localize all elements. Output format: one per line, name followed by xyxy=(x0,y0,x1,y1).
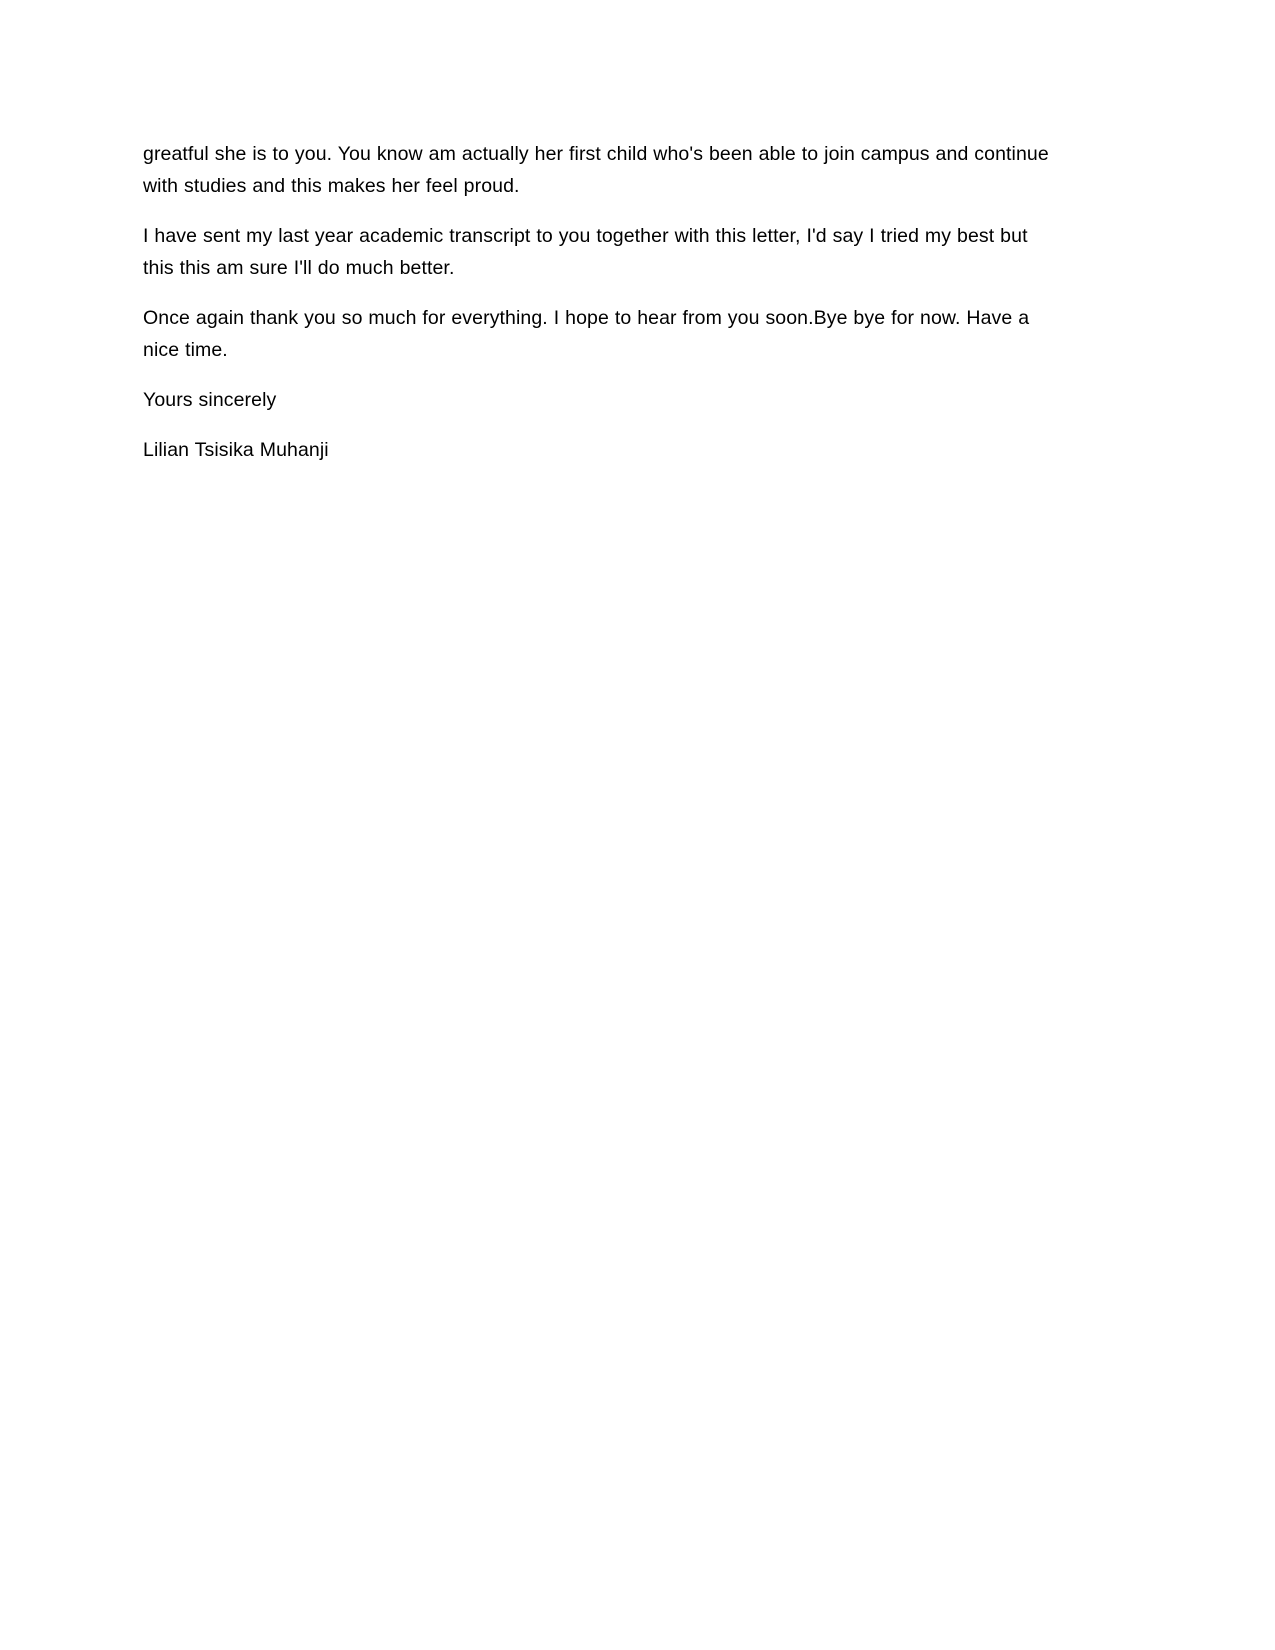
letter-body xyxy=(143,138,1063,466)
closing-line: Yours sincerely xyxy=(143,389,277,411)
paragraph-2: I have sent my last year academic transcript to you together with this letter, I'd say I tried my best but this this am sure I'll do much better. xyxy=(143,225,1028,279)
paragraph-1: greatful she is to you. You know am actually her first child who's been able to join campus and continue with studies and this makes her feel proud. xyxy=(143,143,1049,197)
paragraph-3: Once again thank you so much for everything. I hope to hear from you soon.Bye bye for now. Have a nice time. xyxy=(143,307,1030,361)
signature-name: Lilian Tsisika Muhanji xyxy=(143,439,329,461)
